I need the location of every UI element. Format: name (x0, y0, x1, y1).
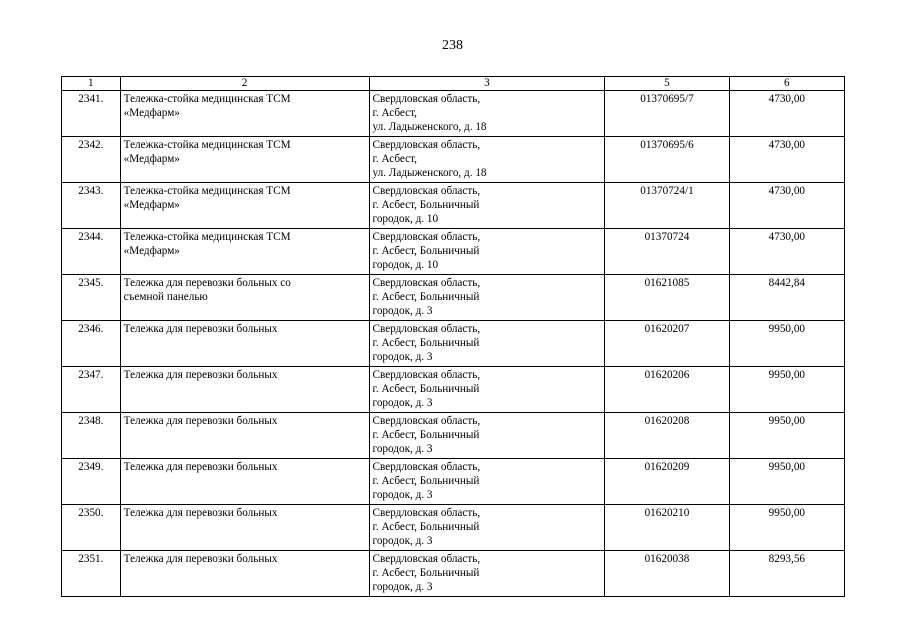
item-name (120, 505, 369, 551)
item-inventory-number: 01620207 (605, 321, 729, 367)
item-address (369, 275, 605, 321)
item-inventory-number: 01621085 (605, 275, 729, 321)
row-number: 2345. (62, 275, 121, 321)
table-row (62, 505, 845, 551)
item-address (369, 321, 605, 367)
table-row (62, 367, 845, 413)
item-cost: 9950,00 (729, 505, 844, 551)
item-name-line: «Медфарм» (123, 153, 180, 165)
item-name (120, 275, 369, 321)
item-inventory-number: 01370695/7 (605, 91, 729, 137)
item-address (369, 229, 605, 275)
item-address (369, 459, 605, 505)
item-cost: 9950,00 (729, 367, 844, 413)
item-address-line: ул. Ладыженского, д. 18 (372, 121, 487, 133)
item-cost: 9950,00 (729, 321, 844, 367)
table-row (62, 275, 845, 321)
item-cost: 4730,00 (729, 91, 844, 137)
item-address-line: г. Асбест, Больничный (372, 337, 480, 349)
item-name-line: Тележка для перевозки больных (123, 323, 278, 335)
item-inventory-number: 01370724 (605, 229, 729, 275)
item-address-line: г. Асбест, Больничный (372, 291, 480, 303)
item-address-line: г. Асбест, Больничный (372, 383, 480, 395)
row-number: 2351. (62, 551, 121, 597)
item-inventory-number: 01620210 (605, 505, 729, 551)
column-header: 5 (605, 77, 729, 91)
header-row (62, 77, 845, 91)
item-address-line: г. Асбест, Больничный (372, 245, 480, 257)
item-address-line: г. Асбест, Больничный (372, 567, 480, 579)
item-cost: 9950,00 (729, 459, 844, 505)
item-name (120, 91, 369, 137)
item-address-line: Свердловская область, (372, 277, 481, 289)
item-address (369, 183, 605, 229)
item-name-line: Тележка-стойка медицинская ТСМ (123, 139, 291, 151)
page-number: 238 (442, 38, 463, 53)
item-name-line: Тележка для перевозки больных со (123, 277, 291, 289)
item-name-line: Тележка для перевозки больных (123, 507, 278, 519)
item-name (120, 459, 369, 505)
item-address-line: Свердловская область, (372, 93, 481, 105)
table-row (62, 137, 845, 183)
item-address-line: ул. Ладыженского, д. 18 (372, 167, 487, 179)
item-cost: 8442,84 (729, 275, 844, 321)
item-address-line: Свердловская область, (372, 323, 481, 335)
item-inventory-number: 01370695/6 (605, 137, 729, 183)
item-cost: 4730,00 (729, 137, 844, 183)
table-row (62, 459, 845, 505)
item-address-line: Свердловская область, (372, 415, 481, 427)
table-row (62, 229, 845, 275)
item-cost: 9950,00 (729, 413, 844, 459)
item-name-line: «Медфарм» (123, 199, 180, 211)
item-address (369, 137, 605, 183)
column-header: 2 (120, 77, 369, 91)
table-row (62, 413, 845, 459)
item-name (120, 183, 369, 229)
row-number: 2347. (62, 367, 121, 413)
item-name-line: Тележка-стойка медицинская ТСМ (123, 93, 291, 105)
item-cost: 4730,00 (729, 183, 844, 229)
column-header: 3 (369, 77, 605, 91)
item-inventory-number: 01620209 (605, 459, 729, 505)
item-name (120, 229, 369, 275)
item-address-line: г. Асбест, (372, 153, 417, 165)
item-address-line: городок, д. 10 (372, 213, 439, 225)
item-name (120, 367, 369, 413)
item-address-line: г. Асбест, (372, 107, 417, 119)
item-inventory-number: 01620208 (605, 413, 729, 459)
item-address-line: г. Асбест, Больничный (372, 475, 480, 487)
item-address-line: городок, д. 3 (372, 351, 433, 363)
row-number: 2348. (62, 413, 121, 459)
item-name-line: Тележка для перевозки больных (123, 553, 278, 565)
item-inventory-number: 01620038 (605, 551, 729, 597)
item-address-line: городок, д. 3 (372, 397, 433, 409)
item-name-line: Тележка для перевозки больных (123, 369, 278, 381)
item-address (369, 505, 605, 551)
item-address-line: Свердловская область, (372, 139, 481, 151)
item-cost: 4730,00 (729, 229, 844, 275)
item-name-line: съемной панелью (123, 291, 208, 303)
row-number: 2346. (62, 321, 121, 367)
item-name (120, 321, 369, 367)
item-name-line: Тележка-стойка медицинская ТСМ (123, 185, 291, 197)
item-name-line: Тележка-стойка медицинская ТСМ (123, 231, 291, 243)
item-address-line: городок, д. 3 (372, 305, 433, 317)
item-address (369, 367, 605, 413)
item-name-line: «Медфарм» (123, 107, 180, 119)
column-header: 1 (62, 77, 121, 91)
property-table (61, 76, 845, 597)
row-number: 2344. (62, 229, 121, 275)
item-address-line: г. Асбест, Больничный (372, 521, 480, 533)
table-row (62, 551, 845, 597)
item-address-line: Свердловская область, (372, 507, 481, 519)
item-address-line: Свердловская область, (372, 461, 481, 473)
table-row (62, 183, 845, 229)
table-row (62, 91, 845, 137)
item-address-line: городок, д. 3 (372, 489, 433, 501)
item-address-line: г. Асбест, Больничный (372, 199, 480, 211)
item-address-line: Свердловская область, (372, 553, 481, 565)
row-number: 2342. (62, 137, 121, 183)
item-address-line: городок, д. 3 (372, 581, 433, 593)
item-address-line: Свердловская область, (372, 369, 481, 381)
row-number: 2349. (62, 459, 121, 505)
item-address-line: городок, д. 3 (372, 535, 433, 547)
item-address (369, 551, 605, 597)
item-name (120, 137, 369, 183)
item-name-line: Тележка для перевозки больных (123, 415, 278, 427)
item-inventory-number: 01620206 (605, 367, 729, 413)
item-address-line: Свердловская область, (372, 231, 481, 243)
item-address (369, 91, 605, 137)
row-number: 2341. (62, 91, 121, 137)
item-address (369, 413, 605, 459)
item-address-line: городок, д. 10 (372, 259, 439, 271)
column-header: 6 (729, 77, 844, 91)
item-name (120, 551, 369, 597)
row-number: 2343. (62, 183, 121, 229)
item-address-line: городок, д. 3 (372, 443, 433, 455)
item-address-line: Свердловская область, (372, 185, 481, 197)
row-number: 2350. (62, 505, 121, 551)
item-address-line: г. Асбест, Больничный (372, 429, 480, 441)
item-inventory-number: 01370724/1 (605, 183, 729, 229)
item-cost: 8293,56 (729, 551, 844, 597)
item-name (120, 413, 369, 459)
item-name-line: Тележка для перевозки больных (123, 461, 278, 473)
table-row (62, 321, 845, 367)
item-name-line: «Медфарм» (123, 245, 180, 257)
